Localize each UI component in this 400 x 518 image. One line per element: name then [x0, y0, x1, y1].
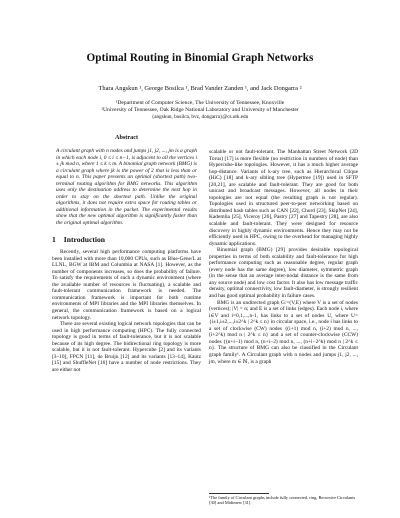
section-title: Introduction — [63, 234, 106, 244]
body-paragraph: Binomial graph (BMG) [29] provides desirable topological properties in terms of both scalability and fault-tolerance for high performance computing such as reasonable degree, regular graph (every node has the same degree), low diameter, symmetric graph (in the sense that an average inter-nodal distance is the same from any source node) and low cost factor. It also has low message traffic density, optimal connectivity, low fault-diameter, is strongly resilient and has good optimal probability in failure cases. — [209, 247, 358, 300]
abstract-text: A circulant graph with n nodes and jumps j1, j2, ..., jm is a graph in which each node i, 0 ≤ i ≤ n−1, is adjacent to all the vertices i ± jk mod n, where 1 ≤ k ≤ m. A binomial graph network (BMG) is a circulant graph where jk is the power of 2 that is less than or equal to n. This paper presents an optimal (shortest path) two-terminal routing algorithm for BMG networks. This algorithm uses only the destination address to determine the next hop in order to stay on the shortest path. Unlike the original algorithms, it does not require extra space for routing tables or additional information in the packet. The experimental results show that the new optimal algorithm is significantly faster than the original optimal algorithm. — [56, 148, 197, 227]
body-paragraph: There are several existing logical network topologies that can be used in high performance computing (HPC). The fully connected topology is good in terms of fault-tolerance, but it is not scalable because of its high degree. The bidirectional ring topology is more scalable, but it is not fault-tolerant. Hypercube [2] and its variants [3–10], FPCN [11], de Bruijn [12] and its variants [13–14], Kautz [15] and ShuffleNet [16] have a number of node restrictions. They are either not — [52, 321, 201, 373]
affiliation-2: ²University of Tennessee, Oak Ridge National Laboratory and University of Manchester — [101, 107, 299, 113]
body-paragraph: scalable or not fault-tolerant. The Manhattan Street Network (2D Torus) [17] is more flexible (no restriction in numbers of node) than Hypercube-like topologies. However, it has a much higher average hop-distance. Variants of k-ary tree, such as Hierarchical Clique (HiC) [18] and k-ary sibling tree (Hypertree [19]) used in SFTP [20,21], are scalable and fault-tolerant. They are good for both unicast and broadcast messages. However, all nodes in their topologies are not equal (the resulting graph is not regular). Topologies used in structured peer-to-peer networking based on distributed hash tables such as CAN [22], Chord [23], SkipNet [24], Kademlia [25], Viceroy [26], Pastry [27] and Tapestry [28], are also scalable and fault-tolerant. They were designed for resource discovery in highly dynamic environments. Hence they may not be efficiently used in HPC, owing to the overhead for managing highly dynamic applications. — [209, 149, 358, 247]
abstract-heading: Abstract — [114, 134, 139, 141]
body-paragraph: BMG is an undirected graph G:=(V,E) where V is a set of nodes (vertices); |V| = n; and E is a set of links (edges). Each node i, where i∈V and i=0,1,...,n-1, has links to a set of nodes U, where U={i±1,i±2,...,i±2^k | 2^k ≤ n} in circular space, i.e., node i has links to a set of clockwise (CW) nodes {(i+1) mod n, (i+2) mod n, ..., (i+2^k) mod n | 2^k ≤ n} and a set of counter-clockwise (CCW) nodes {(n+i−1) mod n, (n+i−2) mod n, ..., (n+i−2^k) mod n | 2^k ≤ n}. The structure of BMG can also be classified in the Circulant graph family¹. A Circulant graph with n nodes and jumps j1, j2, ..., jm, where m ∈ ℕ, is a graph — [209, 299, 358, 365]
footnote: ¹The family of Circulant graphs include fully connected, ring, Recursive Circulants [30] and Midimew [31]. — [209, 495, 356, 506]
author-emails: {angskun, bosilca, bvz, dongarra}@cs.utk.edu — [151, 114, 249, 120]
section-number: 1 — [52, 234, 56, 244]
body-paragraph: Recently, several high performance computing platforms have been installed with more than 10,000 CPUs, such as Blue-Gene/L at LLNL, BGW at IBM and Columbia at NASA [1]. However, as the number of components increases, so does the probability of failure. To satisfy the requirements of such a dynamic environment (where the available number of resources is fluctuating), a scalable and fault-tolerant communication framework is needed. The communication framework is important for both runtime environments of MPI libraries and the MPI libraries themselves. In general, the communication framework is based on a logical network topology. — [52, 249, 201, 321]
section-heading — [52, 234, 201, 244]
author-list: Thara Angskun ¹, George Bosilca ¹, Brad Vander Zanden ¹, and Jack Dongarra ² — [98, 85, 302, 92]
footnote-divider — [209, 493, 269, 494]
affiliations — [0, 100, 400, 121]
affiliation-1: ¹Department of Computer Science, The University of Tennessee, Knoxville — [115, 100, 285, 106]
right-column — [209, 149, 358, 365]
paper-title: Optimal Routing in Binomial Graph Networks — [86, 52, 314, 64]
left-column — [52, 148, 201, 374]
